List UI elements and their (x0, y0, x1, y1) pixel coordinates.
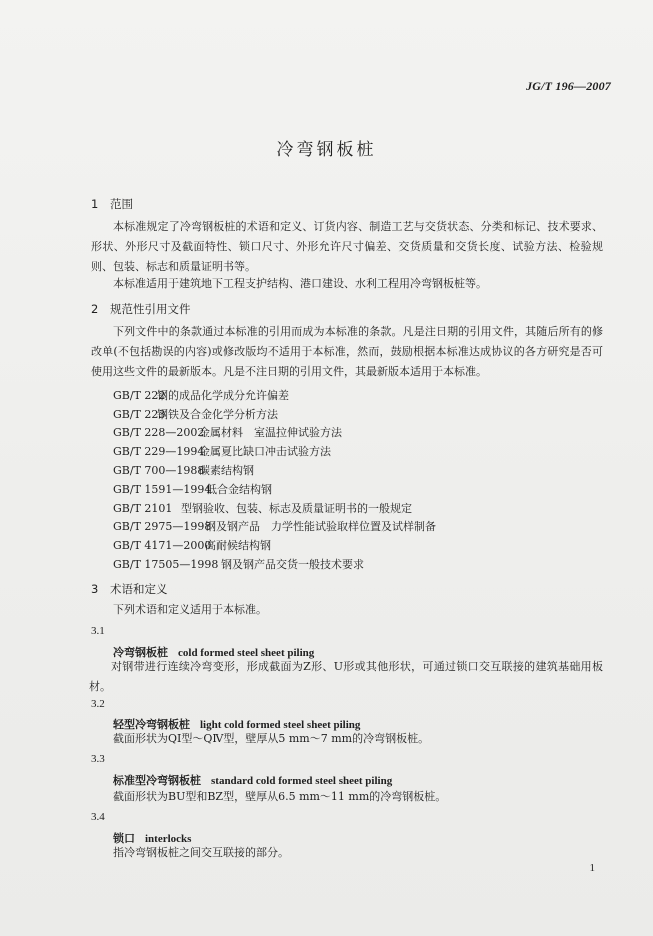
reference-title: 金属夏比缺口冲击试验方法 (199, 445, 331, 458)
reference-title: 金属材料 室温拉伸试验方法 (199, 426, 342, 439)
reference-item (113, 443, 331, 459)
reference-item (113, 462, 254, 478)
section-1-paragraph-1: 本标准规定了冷弯钢板桩的术语和定义、订货内容、制造工艺与交货状态、分类和标记、技术要求、形状、外形尺寸及截面特性、锁口尺寸、外形允许尺寸偏差、交货质量和交货长度、试验方法、检验规则、包装、标志和质量证明书等。 (91, 220, 603, 273)
page-number: 1 (589, 862, 595, 874)
reference-code: GB/T 2101 (113, 502, 173, 515)
section-1-heading (91, 196, 133, 212)
reference-title: 钢及钢产品交货一般技术要求 (221, 558, 364, 571)
term-en: standard cold formed steel sheet piling (211, 775, 393, 787)
term-zh: 冷弯钢板桩 (113, 646, 168, 659)
reference-title: 低合金结构钢 (206, 483, 272, 496)
section-2-paragraph-1: 下列文件中的条款通过本标准的引用而成为本标准的条款。凡是注日期的引用文件，其随后所有的修改单(不包括勘误的内容)或修改版均不适用于本标准，然而，鼓励根据本标准达成协议的各方研究是否可使用这些文件的最新版本。凡是不注日期的引用文件，其最新版本适用于本标准。 (91, 325, 603, 378)
reference-item (113, 424, 342, 440)
section-1-paragraph-2: 本标准适用于建筑地下工程支护结构、港口建设、水利工程用冷弯钢板桩等。 (113, 277, 487, 290)
section-title: 范围 (110, 197, 133, 211)
reference-code: GB/T 228—2002 (113, 426, 205, 439)
term-heading (113, 772, 392, 788)
reference-item (113, 481, 272, 497)
section-3-heading (91, 581, 168, 597)
term-zh: 轻型冷弯钢板桩 (113, 718, 190, 731)
section-number: 3 (91, 582, 99, 596)
reference-code: GB/T 229—1994 (113, 445, 205, 458)
section-title: 规范性引用文件 (110, 302, 191, 316)
reference-title: 钢铁及合金化学分析方法 (157, 408, 278, 421)
section-number: 2 (91, 302, 99, 316)
section-2-heading (91, 301, 191, 317)
reference-item (113, 518, 436, 534)
standard-code: JG/T 196—2007 (526, 79, 611, 93)
reference-code: GB/T 223 (113, 408, 166, 421)
reference-title: 钢及钢产品 力学性能试验取样位置及试样制备 (205, 520, 436, 533)
reference-item (113, 387, 289, 403)
reference-code: GB/T 1591—1994 (113, 483, 212, 496)
term-definition: 截面形状为QⅠ型～QⅣ型，壁厚从5 mm～7 mm的冷弯钢板桩。 (113, 732, 430, 745)
reference-title: 高耐候结构钢 (205, 539, 271, 552)
reference-title: 碳素结构钢 (199, 464, 254, 477)
term-zh: 锁口 (113, 832, 135, 845)
term-en: cold formed steel sheet piling (178, 647, 315, 659)
term-number: 3.3 (91, 753, 105, 765)
section-title: 术语和定义 (110, 582, 168, 596)
term-definition: 对钢带进行连续冷弯变形，形成截面为Z形、U形或其他形状，可通过锁口交互联接的建筑基础用板材。 (89, 660, 603, 693)
reference-title: 型钢验收、包装、标志及质量证明书的一般规定 (181, 502, 412, 515)
reference-code: GB/T 222 (113, 389, 166, 402)
reference-item (113, 500, 412, 516)
reference-item (113, 406, 278, 422)
term-number: 3.2 (91, 698, 105, 710)
term-definition: 指冷弯钢板桩之间交互联接的部分。 (113, 846, 289, 859)
term-number: 3.4 (91, 811, 105, 823)
section-3-intro: 下列术语和定义适用于本标准。 (113, 603, 267, 616)
reference-title: 钢的成品化学成分允许偏差 (157, 389, 289, 402)
term-number: 3.1 (91, 625, 105, 637)
reference-code: GB/T 2975—1998 (113, 520, 212, 533)
reference-item (113, 537, 271, 553)
term-en: light cold formed steel sheet piling (200, 719, 361, 731)
reference-code: GB/T 17505—1998 (113, 558, 219, 571)
term-zh: 标准型冷弯钢板桩 (113, 774, 201, 787)
term-en: interlocks (145, 833, 192, 845)
reference-code: GB/T 4171—2000 (113, 539, 212, 552)
reference-code: GB/T 700—1988 (113, 464, 205, 477)
section-number: 1 (91, 197, 99, 211)
term-definition: 截面形状为BU型和BZ型，壁厚从6.5 mm～11 mm的冷弯钢板桩。 (113, 790, 447, 803)
page-title: 冷弯钢板桩 (276, 140, 377, 160)
reference-item (113, 556, 364, 572)
